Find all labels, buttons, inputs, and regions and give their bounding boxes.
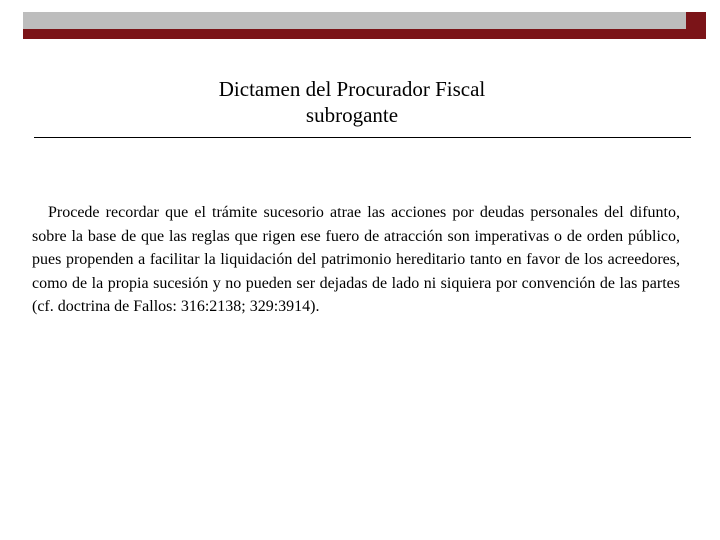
header-bar xyxy=(23,12,706,40)
page-title xyxy=(0,76,704,128)
header-accent-square xyxy=(686,12,706,29)
header-red-band xyxy=(23,29,706,39)
title-divider xyxy=(34,137,691,138)
page-title-line-2: subrogante xyxy=(305,103,399,127)
header-gray-band xyxy=(23,12,686,29)
page-title-line-1: Dictamen del Procurador Fiscal xyxy=(218,77,486,101)
body-paragraph: Procede recordar que el trámite sucesorio atrae las acciones por deudas personales del difunto, sobre la base de que las reglas que rigen ese fuero de atracción son imperativas o de orden público, pues propenden a facilitar la liquidación del patrimonio hereditario tanto en favor de los acreedores, como de la propia sucesión y no pueden ser dejadas de lado ni siquiera por convención de las partes (cf. doctrina de Fallos: 316:2138; 329:3914). xyxy=(32,204,680,315)
